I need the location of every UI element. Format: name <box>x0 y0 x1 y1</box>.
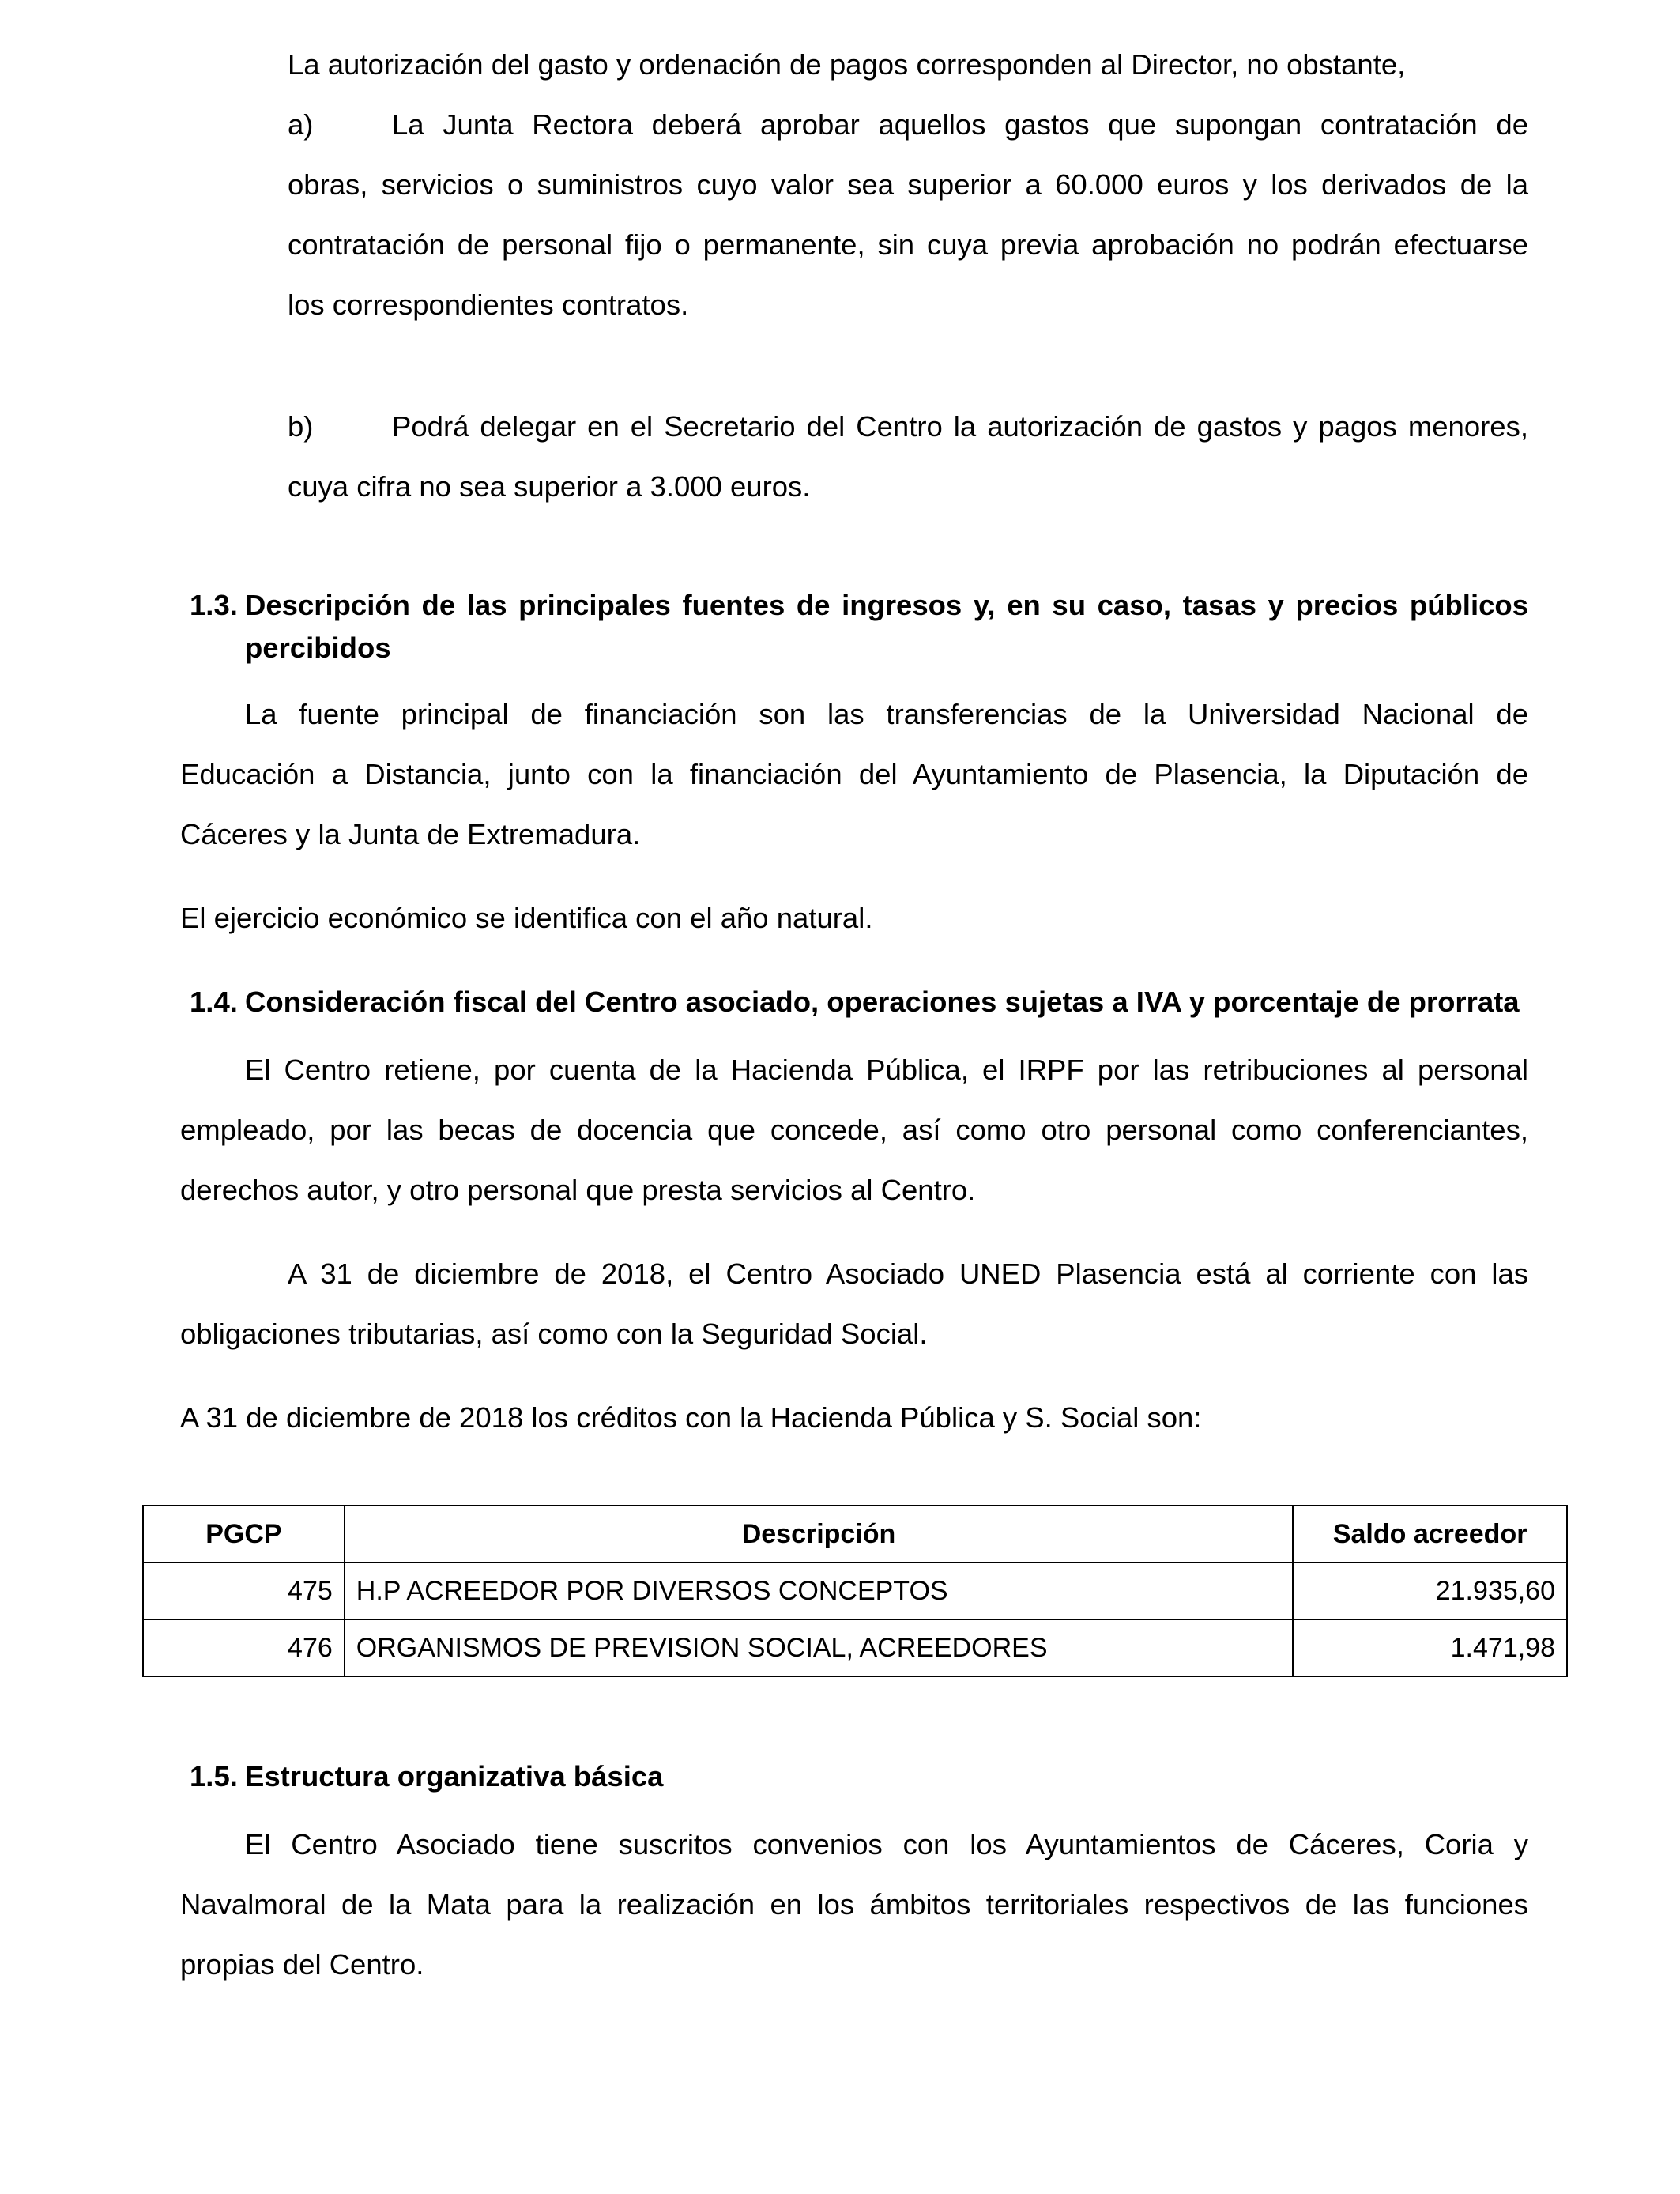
section-1-4-para2-line-2: obligaciones tributarias, así como con la Seguridad Social. <box>180 1318 928 1350</box>
section-1-3-number: 1.3. <box>190 589 238 621</box>
section-1-5-para-line-3: propias del Centro. <box>180 1948 424 1981</box>
section-1-3-para-line-2 <box>180 757 1528 792</box>
section-1-5-number: 1.5. <box>190 1760 238 1793</box>
table-row <box>143 1619 1567 1676</box>
table-row <box>143 1563 1567 1619</box>
header-pgcp: PGCP <box>143 1506 345 1563</box>
section-1-4-para-line-2 <box>180 1113 1528 1148</box>
section-1-3-para-2: El ejercicio económico se identifica con el año natural. <box>180 902 873 934</box>
cell-pgcp: 476 <box>143 1619 345 1676</box>
section-1-4-para-line-2-text: empleado, por las becas de docencia que concede, así como otro personal como conferenciantes, <box>180 1114 1528 1146</box>
cell-saldo: 1.471,98 <box>1293 1619 1567 1676</box>
credits-table <box>142 1505 1568 1677</box>
item-a-line-4: los correspondientes contratos. <box>288 288 689 321</box>
item-a-line-2-text: obras, servicios o suministros cuyo valor sea superior a 60.000 euros y los derivados de la <box>288 168 1528 201</box>
section-1-4-para-line-1-text: El Centro retiene, por cuenta de la Hacienda Pública, el IRPF por las retribuciones al personal <box>245 1054 1528 1086</box>
item-a-line-3 <box>288 228 1528 262</box>
item-b-line-2: cuya cifra no sea superior a 3.000 euros. <box>288 470 811 503</box>
item-b-line-1 <box>392 409 1528 444</box>
section-1-5-para-line-2-text: Navalmoral de la Mata para la realización en los ámbitos territoriales respectivos de las funciones <box>180 1888 1528 1921</box>
header-descripcion: Descripción <box>345 1506 1293 1563</box>
section-1-3-title-line-1-text: Descripción de las principales fuentes de ingresos y, en su caso, tasas y precios públicos <box>245 589 1528 621</box>
table-header-row <box>143 1506 1567 1563</box>
section-1-3-para-line-1-text: La fuente principal de financiación son las transferencias de la Universidad Nacional de <box>245 698 1528 730</box>
section-1-3-para-line-1 <box>245 697 1528 732</box>
section-1-5-title: Estructura organizativa básica <box>245 1760 664 1793</box>
cell-descripcion: ORGANISMOS DE PREVISION SOCIAL, ACREEDORES <box>345 1619 1293 1676</box>
cell-saldo: 21.935,60 <box>1293 1563 1567 1619</box>
section-1-4-title: Consideración fiscal del Centro asociado, operaciones sujetas a IVA y porcentaje de prorrata <box>245 986 1520 1018</box>
section-1-4-para2-line-1 <box>288 1257 1528 1291</box>
cell-pgcp: 475 <box>143 1563 345 1619</box>
section-1-5-para-line-1-text: El Centro Asociado tiene suscritos convenios con los Ayuntamientos de Cáceres, Coria y <box>245 1828 1528 1860</box>
section-1-3-para-line-2-text: Educación a Distancia, junto con la financiación del Ayuntamiento de Plasencia, la Diputación de <box>180 758 1528 790</box>
section-1-4-number: 1.4. <box>190 986 238 1018</box>
section-1-3-para-line-3: Cáceres y la Junta de Extremadura. <box>180 818 641 850</box>
section-1-4-para-3: A 31 de diciembre de 2018 los créditos con la Hacienda Pública y S. Social son: <box>180 1401 1202 1434</box>
header-saldo-acreedor: Saldo acreedor <box>1293 1506 1567 1563</box>
section-1-3-title-line-1 <box>245 588 1528 623</box>
intro-line: La autorización del gasto y ordenación de pagos corresponden al Director, no obstante, <box>288 48 1406 81</box>
item-a-line-1 <box>392 107 1528 142</box>
item-a-marker: a) <box>288 108 314 141</box>
section-1-4-para-line-1 <box>245 1053 1528 1088</box>
section-1-3-title-line-2: percibidos <box>245 631 391 664</box>
item-a-line-3-text: contratación de personal fijo o permanente, sin cuya previa aprobación no podrán efectuarse <box>288 228 1528 261</box>
item-a-line-2 <box>288 168 1528 202</box>
cell-descripcion: H.P ACREEDOR POR DIVERSOS CONCEPTOS <box>345 1563 1293 1619</box>
section-1-5-para-line-2 <box>180 1887 1528 1922</box>
section-1-5-para-line-1 <box>245 1827 1528 1862</box>
item-b-marker: b) <box>288 410 314 443</box>
section-1-4-para-line-3: derechos autor, y otro personal que presta servicios al Centro. <box>180 1174 976 1206</box>
item-b-line-1-text: Podrá delegar en el Secretario del Centro la autorización de gastos y pagos menores, <box>392 410 1528 443</box>
section-1-4-para2-line-1-text: A 31 de diciembre de 2018, el Centro Asociado UNED Plasencia está al corriente con las <box>288 1257 1528 1290</box>
item-a-line-1-text: La Junta Rectora deberá aprobar aquellos gastos que supongan contratación de <box>392 108 1528 141</box>
